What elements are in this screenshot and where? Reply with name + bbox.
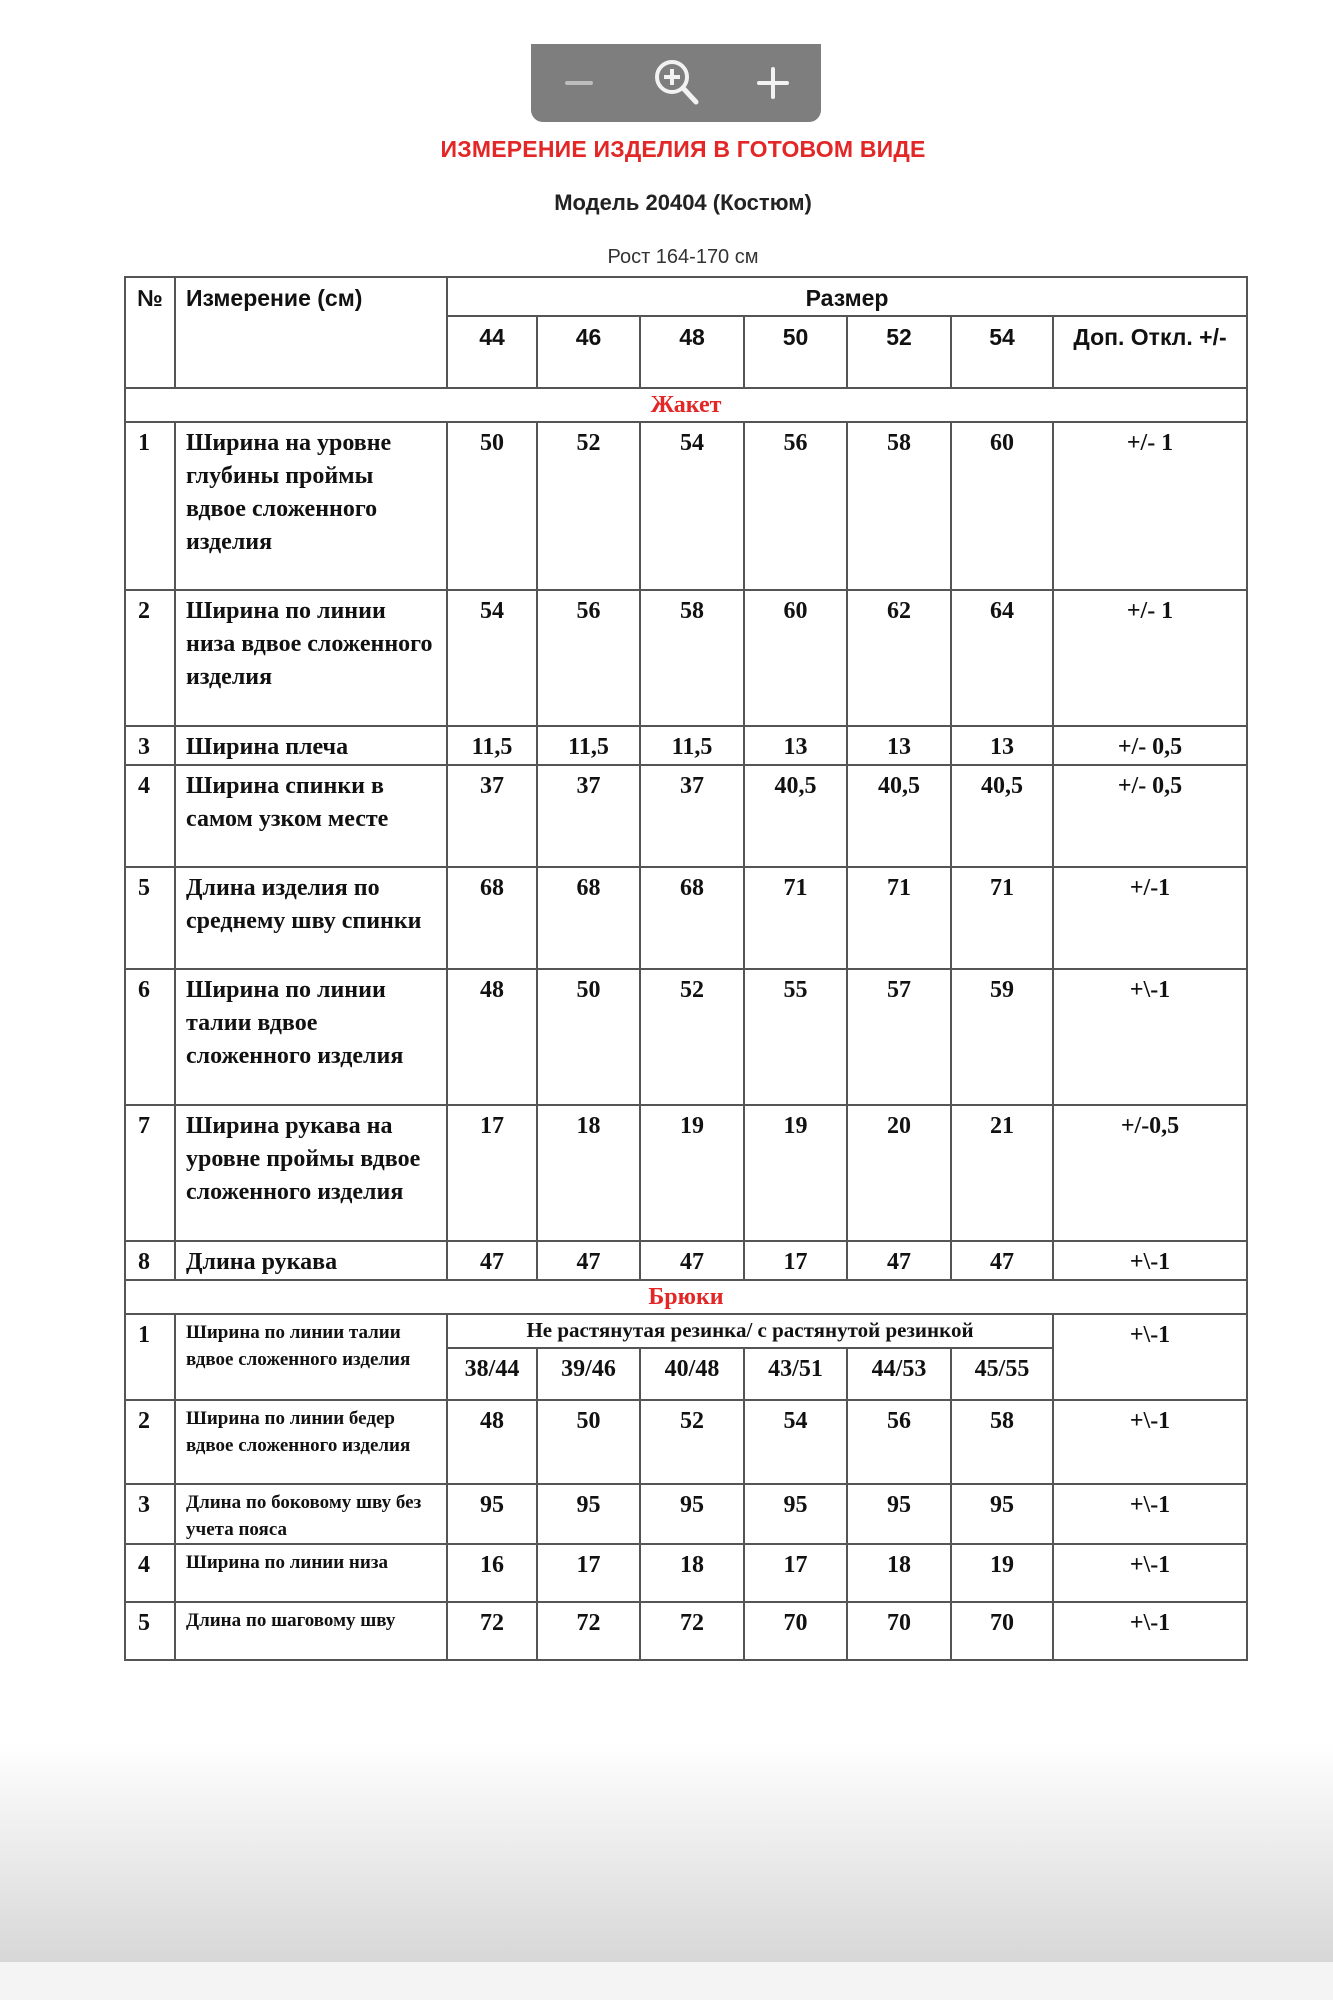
row-value: 58 [951, 1400, 1053, 1484]
table-row [125, 422, 1247, 590]
row-value: 17 [744, 1544, 847, 1602]
row-tolerance: +\-1 [1053, 1602, 1247, 1660]
row-number: 8 [125, 1241, 175, 1280]
table-row [125, 1484, 1247, 1544]
section-row [125, 1280, 1247, 1314]
header-tolerance: Доп. Откл. +/- [1053, 316, 1247, 388]
row-value: 54 [447, 590, 537, 726]
row-value: 62 [847, 590, 951, 726]
row-value: 40,5 [847, 765, 951, 867]
document-height: Рост 164-170 см [607, 246, 759, 268]
table-row [125, 765, 1247, 867]
row-number: 2 [125, 1400, 175, 1484]
plus-icon [745, 55, 801, 111]
row-value: 57 [847, 969, 951, 1105]
row-value: 95 [447, 1484, 537, 1544]
row-value: 58 [640, 590, 744, 726]
row-value: 13 [847, 726, 951, 765]
row-value: 95 [951, 1484, 1053, 1544]
zoom-toolbar [531, 44, 821, 122]
header-size-value: 52 [847, 316, 951, 388]
header-size-value: 50 [744, 316, 847, 388]
row-value: 48 [447, 1400, 537, 1484]
row-label: Ширина на уровне глубины проймы вдвое сложенного изделия [175, 422, 447, 590]
row-label: Ширина по линии низа [175, 1544, 447, 1602]
bottom-fade [0, 1742, 1333, 1962]
table-row [125, 1241, 1247, 1280]
row-value: 19 [744, 1105, 847, 1241]
row-number: 1 [125, 422, 175, 590]
row-label: Длина изделия по среднему шву спинки [175, 867, 447, 969]
row-tolerance: +\-1 [1053, 1314, 1247, 1400]
row-value: 47 [537, 1241, 640, 1280]
row-value: 39/46 [537, 1348, 640, 1400]
bottom-strip [0, 1962, 1333, 2000]
row-value: 68 [447, 867, 537, 969]
row-value: 60 [951, 422, 1053, 590]
row-value: 16 [447, 1544, 537, 1602]
measurement-table [124, 276, 1248, 1661]
zoom-reset-button[interactable] [641, 48, 711, 118]
row-value: 60 [744, 590, 847, 726]
row-value: 54 [640, 422, 744, 590]
row-value: 59 [951, 969, 1053, 1105]
row-value: 56 [537, 590, 640, 726]
row-value: 71 [847, 867, 951, 969]
row-value: 68 [537, 867, 640, 969]
row-value: 18 [847, 1544, 951, 1602]
row-tolerance: +\-1 [1053, 1484, 1247, 1544]
row-value: 68 [640, 867, 744, 969]
row-tolerance: +/- 0,5 [1053, 726, 1247, 765]
row-value: 47 [951, 1241, 1053, 1280]
row-tolerance: +/- 1 [1053, 590, 1247, 726]
zoom-out-button[interactable] [544, 48, 614, 118]
header-size-value: 48 [640, 316, 744, 388]
row-label: Ширина по линии бедер вдвое сложенного изделия [175, 1400, 447, 1484]
row-number: 4 [125, 1544, 175, 1602]
table-header-row [125, 277, 1247, 316]
minus-icon [551, 55, 607, 111]
row-value: 64 [951, 590, 1053, 726]
table-row [125, 1314, 1247, 1348]
zoom-in-button[interactable] [738, 48, 808, 118]
row-label: Ширина по линии талии вдвое сложенного изделия [175, 1314, 447, 1400]
row-value: 13 [744, 726, 847, 765]
table-row [125, 726, 1247, 765]
row-value: 17 [537, 1544, 640, 1602]
row-number: 4 [125, 765, 175, 867]
table-row [125, 1400, 1247, 1484]
jacket-section-title: Жакет [125, 388, 1247, 422]
row-number: 6 [125, 969, 175, 1105]
row-tolerance: +/-0,5 [1053, 1105, 1247, 1241]
row-number: 5 [125, 867, 175, 969]
trousers-section-title: Брюки [125, 1280, 1247, 1314]
row-number: 3 [125, 1484, 175, 1544]
row-label: Ширина по линии талии вдвое сложенного изделия [175, 969, 447, 1105]
row-value: 52 [537, 422, 640, 590]
row-tolerance: +/- 0,5 [1053, 765, 1247, 867]
row-tolerance: +\-1 [1053, 1400, 1247, 1484]
table-row [125, 969, 1247, 1105]
row-value: 50 [537, 1400, 640, 1484]
row-value: 52 [640, 1400, 744, 1484]
row-value: 11,5 [537, 726, 640, 765]
row-value: 40,5 [744, 765, 847, 867]
row-label: Длина рукава [175, 1241, 447, 1280]
row-tolerance: +/- 1 [1053, 422, 1247, 590]
row-value: 95 [537, 1484, 640, 1544]
row-value: 70 [951, 1602, 1053, 1660]
row-value: 37 [537, 765, 640, 867]
section-row [125, 388, 1247, 422]
header-size-value: 46 [537, 316, 640, 388]
row-value: 38/44 [447, 1348, 537, 1400]
row-value: 47 [847, 1241, 951, 1280]
row-value: 18 [640, 1544, 744, 1602]
row-value: 17 [447, 1105, 537, 1241]
document-model: Модель 20404 (Костюм) [554, 190, 812, 215]
row-value: 70 [847, 1602, 951, 1660]
table-row [125, 867, 1247, 969]
row-value: 58 [847, 422, 951, 590]
table-row [125, 1105, 1247, 1241]
row-value: 50 [537, 969, 640, 1105]
row-label: Длина по боковому шву без учета пояса [175, 1484, 447, 1544]
row-value: 50 [447, 422, 537, 590]
row-value: 45/55 [951, 1348, 1053, 1400]
row-value: 54 [744, 1400, 847, 1484]
row-value: 48 [447, 969, 537, 1105]
row-number: 3 [125, 726, 175, 765]
row-number: 1 [125, 1314, 175, 1400]
row-value: 55 [744, 969, 847, 1105]
row-value: 47 [640, 1241, 744, 1280]
header-size-value: 44 [447, 316, 537, 388]
row-value: 19 [640, 1105, 744, 1241]
row-value: 95 [640, 1484, 744, 1544]
document-title: ИЗМЕРЕНИЕ ИЗДЕЛИЯ В ГОТОВОМ ВИДЕ [440, 136, 926, 162]
row-value: 72 [447, 1602, 537, 1660]
row-label: Длина по шаговому шву [175, 1602, 447, 1660]
elastic-note: Не растянутая резинка/ с растянутой резинкой [447, 1314, 1053, 1348]
header-size-value: 54 [951, 316, 1053, 388]
row-tolerance: +\-1 [1053, 969, 1247, 1105]
row-value: 13 [951, 726, 1053, 765]
row-value: 72 [640, 1602, 744, 1660]
row-value: 11,5 [640, 726, 744, 765]
row-value: 19 [951, 1544, 1053, 1602]
row-label: Ширина плеча [175, 726, 447, 765]
row-value: 37 [640, 765, 744, 867]
row-value: 95 [744, 1484, 847, 1544]
row-label: Ширина спинки в самом узком месте [175, 765, 447, 867]
row-label: Ширина рукава на уровне проймы вдвое сложенного изделия [175, 1105, 447, 1241]
header-size: Размер [447, 277, 1247, 316]
row-value: 72 [537, 1602, 640, 1660]
row-value: 71 [951, 867, 1053, 969]
row-value: 21 [951, 1105, 1053, 1241]
row-value: 11,5 [447, 726, 537, 765]
row-tolerance: +/-1 [1053, 867, 1247, 969]
row-value: 56 [744, 422, 847, 590]
row-number: 5 [125, 1602, 175, 1660]
row-value: 37 [447, 765, 537, 867]
row-number: 7 [125, 1105, 175, 1241]
header-num: № [125, 277, 175, 388]
row-value: 20 [847, 1105, 951, 1241]
header-measure: Измерение (см) [175, 277, 447, 388]
row-number: 2 [125, 590, 175, 726]
row-value: 70 [744, 1602, 847, 1660]
table-row [125, 1544, 1247, 1602]
row-value: 43/51 [744, 1348, 847, 1400]
row-value: 47 [447, 1241, 537, 1280]
row-value: 44/53 [847, 1348, 951, 1400]
row-value: 52 [640, 969, 744, 1105]
row-tolerance: +\-1 [1053, 1241, 1247, 1280]
row-value: 18 [537, 1105, 640, 1241]
table-row [125, 590, 1247, 726]
row-value: 56 [847, 1400, 951, 1484]
row-value: 71 [744, 867, 847, 969]
table-row [125, 1602, 1247, 1660]
row-value: 40/48 [640, 1348, 744, 1400]
row-value: 95 [847, 1484, 951, 1544]
row-tolerance: +\-1 [1053, 1544, 1247, 1602]
row-value: 17 [744, 1241, 847, 1280]
row-label: Ширина по линии низа вдвое сложенного изделия [175, 590, 447, 726]
magnifier-zoom-icon [648, 55, 704, 111]
row-value: 40,5 [951, 765, 1053, 867]
